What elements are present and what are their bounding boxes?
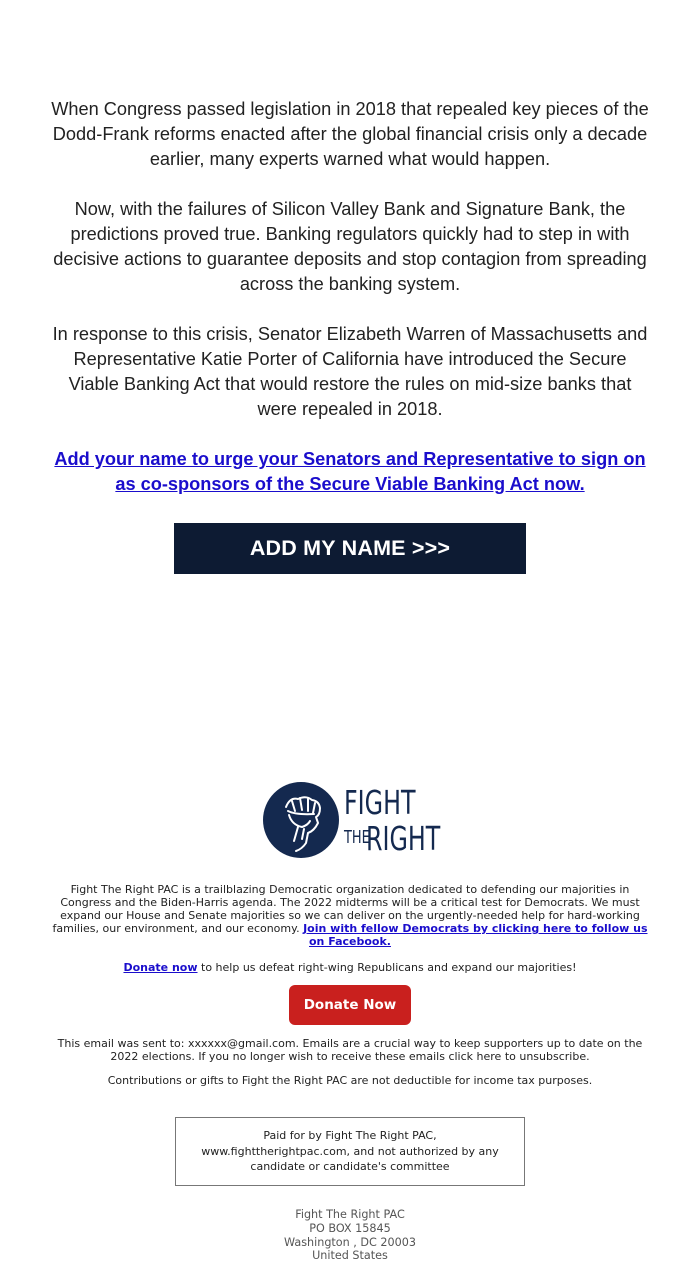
- donate-now-button[interactable]: Donate Now: [289, 985, 411, 1025]
- paragraph-secure-viable-banking-act: In response to this crisis, Senator Elizabeth Warren of Massachusetts and Representative Katie Porter of California have introduced the Secure Viable Banking Act that would restore the rules on mid-size banks that were repealed in 2018.: [52, 324, 648, 419]
- raised-fist-icon: [262, 781, 340, 859]
- address-line-3: Washington , DC 20003: [284, 1235, 416, 1249]
- paragraph-dodd-frank: When Congress passed legislation in 2018 that repealed key pieces of the Dodd-Frank reforms enacted after the global financial crisis only a decade earlier, many experts warned what would happen.: [51, 99, 649, 169]
- email-notice: This email was sent to: xxxxxx@gmail.com. Emails are a crucial way to keep supporters up to date on the 2022 elections. If you no longer wish to receive these emails click here to unsubscribe.: [57, 1037, 643, 1063]
- footer-about: [50, 883, 650, 948]
- footer-donate-line: [50, 961, 650, 974]
- add-my-name-button[interactable]: ADD MY NAME >>>: [174, 523, 526, 574]
- about-text: Fight The Right PAC is a trailblazing Democratic organization dedicated to defending our majorities in Congress and the Biden-Harris agenda. The 2022 midterms will be a critical test for Democrats. We must expand our House and Senate majorities so we can deliver on the urgently-needed help for hard-working families, our environment, and our economy.: [52, 883, 640, 935]
- address-line-4: United States: [312, 1249, 388, 1263]
- paragraph-bank-failures: Now, with the failures of Silicon Valley Bank and Signature Bank, the predictions proved true. Banking regulators quickly had to step in with decisive actions to guarantee deposits and stop contagion from spreading across the banking system.: [53, 199, 647, 294]
- address-line-2: PO BOX 15845: [309, 1221, 391, 1235]
- logo-word-right: RIGHT: [366, 819, 441, 858]
- address-line-1: Fight The Right PAC: [295, 1208, 405, 1221]
- paid-for-text: Paid for by Fight The Right PAC, www.fighttherightpac.com, and not authorized by any candidate or candidate's committee: [201, 1129, 499, 1174]
- paid-for-disclaimer: [175, 1117, 525, 1186]
- add-name-link[interactable]: Add your name to urge your Senators and Representative to sign on as co-sponsors of the Secure Viable Banking Act now.: [54, 449, 646, 494]
- logo-word-fight: FIGHT: [344, 783, 416, 822]
- tax-notice: Contributions or gifts to Fight the Right PAC are not deductible for income tax purposes.: [107, 1074, 593, 1087]
- fight-the-right-logo: [262, 780, 442, 862]
- facebook-link[interactable]: Join with fellow Democrats by clicking here to follow us on Facebook.: [303, 922, 648, 948]
- donate-now-link[interactable]: Donate now: [123, 961, 198, 974]
- mailing-address: [200, 1208, 500, 1263]
- logo-word-the: THE: [344, 827, 370, 848]
- donate-text: to help us defeat right-wing Republicans and expand our majorities!: [197, 961, 577, 974]
- article-body: [48, 97, 652, 497]
